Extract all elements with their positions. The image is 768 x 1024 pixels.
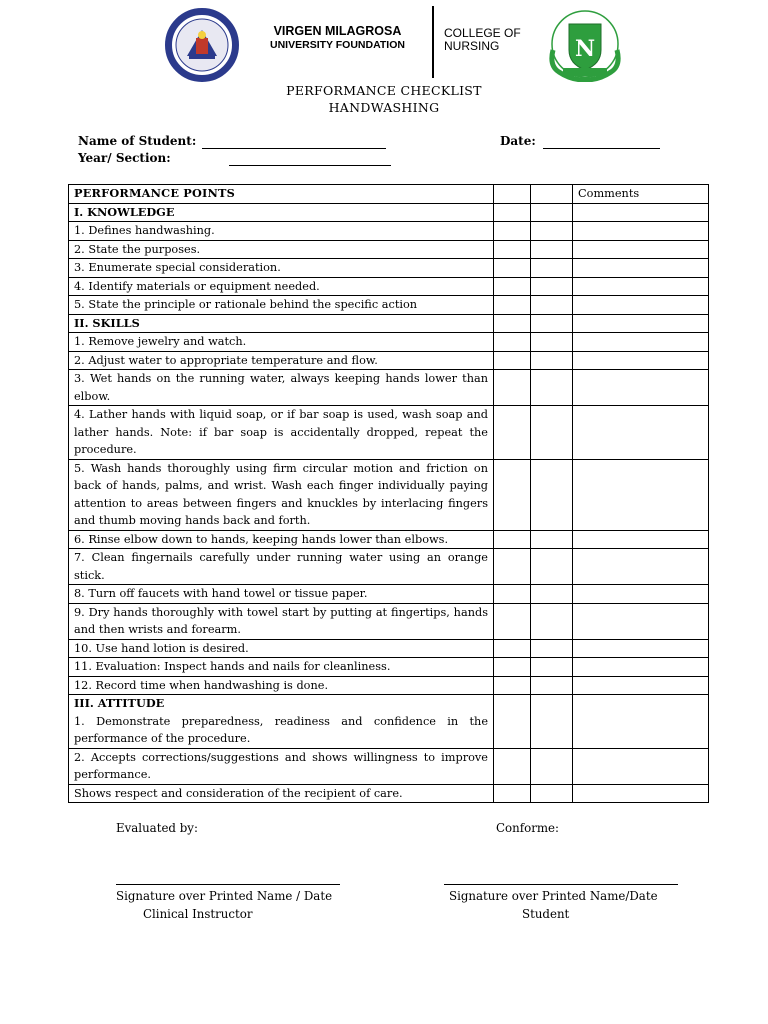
score-cell[interactable] xyxy=(531,222,573,241)
student-signature-caption: Signature over Printed Name/Date xyxy=(449,889,658,903)
score-cell[interactable] xyxy=(531,585,573,604)
comments-cell[interactable] xyxy=(573,695,709,749)
comments-cell[interactable] xyxy=(573,549,709,585)
instructor-signature-line[interactable] xyxy=(116,884,340,885)
score-cell[interactable] xyxy=(494,695,531,749)
university-seal-icon xyxy=(165,8,239,82)
university-name xyxy=(250,24,425,52)
college-name-line1: COLLEGE OF xyxy=(444,26,521,40)
score-cell[interactable] xyxy=(494,185,531,204)
college-name-line2: NURSING xyxy=(444,39,500,53)
comments-cell[interactable] xyxy=(573,406,709,460)
score-cell[interactable] xyxy=(494,459,531,530)
checklist-item-text: 4. Lather hands with liquid soap, or if bar soap is used, wash soap and lather hands. Note: if bar soap is accidentally dropped, repeat the procedure. xyxy=(69,406,494,460)
score-cell[interactable] xyxy=(494,351,531,370)
university-name-line2: UNIVERSITY FOUNDATION xyxy=(270,39,405,51)
table-row xyxy=(69,406,709,460)
comments-cell[interactable] xyxy=(573,314,709,333)
score-cell[interactable] xyxy=(494,658,531,677)
checklist-item-text: 1. Defines handwashing. xyxy=(69,222,494,241)
score-cell[interactable] xyxy=(494,203,531,222)
checklist-table xyxy=(68,184,709,803)
score-cell[interactable] xyxy=(531,549,573,585)
performance-points-header: PERFORMANCE POINTS xyxy=(69,185,494,204)
checklist-item-text: 6. Rinse elbow down to hands, keeping hands lower than elbows. xyxy=(69,530,494,549)
score-cell[interactable] xyxy=(494,784,531,803)
table-row xyxy=(69,784,709,803)
score-cell[interactable] xyxy=(494,222,531,241)
score-cell[interactable] xyxy=(494,748,531,784)
title-line1: PERFORMANCE CHECKLIST xyxy=(286,83,482,98)
comments-cell[interactable] xyxy=(573,603,709,639)
date-field[interactable] xyxy=(543,148,660,149)
score-cell[interactable] xyxy=(531,333,573,352)
table-row xyxy=(69,676,709,695)
checklist-item-text: Shows respect and consideration of the recipient of care. xyxy=(69,784,494,803)
checklist-item-text: 2. State the purposes. xyxy=(69,240,494,259)
comments-cell[interactable] xyxy=(573,277,709,296)
student-signature-line[interactable] xyxy=(444,884,678,885)
year-section-label: Year/ Section: xyxy=(78,151,171,165)
comments-cell[interactable] xyxy=(573,530,709,549)
score-cell[interactable] xyxy=(531,370,573,406)
table-row xyxy=(69,603,709,639)
section-row xyxy=(69,314,709,333)
table-row xyxy=(69,296,709,315)
score-cell[interactable] xyxy=(531,695,573,749)
score-cell[interactable] xyxy=(531,603,573,639)
section-heading: III. ATTITUDE xyxy=(74,696,165,710)
checklist-item-text: 4. Identify materials or equipment needed. xyxy=(69,277,494,296)
table-row xyxy=(69,585,709,604)
table-header-row xyxy=(69,185,709,204)
score-cell[interactable] xyxy=(531,185,573,204)
merged-section-cell xyxy=(69,695,494,749)
checklist-item-text: 7. Clean fingernails carefully under running water using an orange stick. xyxy=(69,549,494,585)
instructor-role: Clinical Instructor xyxy=(143,907,253,921)
table-row xyxy=(69,639,709,658)
nursing-shield-icon xyxy=(545,10,625,82)
svg-text:N: N xyxy=(574,36,596,62)
score-cell[interactable] xyxy=(531,296,573,315)
university-name-line1: VIRGEN MILAGROSA xyxy=(273,24,402,38)
score-cell[interactable] xyxy=(531,277,573,296)
score-cell[interactable] xyxy=(494,530,531,549)
checklist-item-text: 10. Use hand lotion is desired. xyxy=(69,639,494,658)
score-cell[interactable] xyxy=(494,585,531,604)
score-cell[interactable] xyxy=(494,314,531,333)
comments-cell[interactable] xyxy=(573,676,709,695)
score-cell[interactable] xyxy=(494,549,531,585)
score-cell[interactable] xyxy=(531,259,573,278)
checklist-item-text: 2. Accepts corrections/suggestions and shows willingness to improve performance. xyxy=(69,748,494,784)
score-cell[interactable] xyxy=(531,406,573,460)
date-label: Date: xyxy=(500,134,536,148)
table-row xyxy=(69,748,709,784)
header-divider xyxy=(432,6,434,78)
score-cell[interactable] xyxy=(494,259,531,278)
year-section-field[interactable] xyxy=(229,165,391,166)
table-row xyxy=(69,222,709,241)
comments-cell[interactable] xyxy=(573,222,709,241)
score-cell[interactable] xyxy=(494,639,531,658)
comments-cell[interactable] xyxy=(573,203,709,222)
table-row xyxy=(69,459,709,530)
comments-cell[interactable] xyxy=(573,370,709,406)
score-cell[interactable] xyxy=(494,603,531,639)
checklist-item-text: 3. Enumerate special consideration. xyxy=(69,259,494,278)
comments-cell[interactable] xyxy=(573,585,709,604)
comments-cell[interactable] xyxy=(573,784,709,803)
comments-cell[interactable] xyxy=(573,459,709,530)
section-heading: II. SKILLS xyxy=(69,314,494,333)
score-cell[interactable] xyxy=(531,203,573,222)
student-name-field[interactable] xyxy=(202,148,386,149)
score-cell[interactable] xyxy=(494,277,531,296)
table-row xyxy=(69,658,709,677)
score-cell[interactable] xyxy=(494,406,531,460)
comments-header: Comments xyxy=(573,185,709,204)
score-cell[interactable] xyxy=(494,240,531,259)
checklist-item-text: 12. Record time when handwashing is done. xyxy=(69,676,494,695)
comments-cell[interactable] xyxy=(573,658,709,677)
table-row xyxy=(69,259,709,278)
comments-cell[interactable] xyxy=(573,259,709,278)
score-cell[interactable] xyxy=(494,370,531,406)
comments-cell[interactable] xyxy=(573,639,709,658)
evaluated-by-label: Evaluated by: xyxy=(116,821,198,835)
score-cell[interactable] xyxy=(531,639,573,658)
comments-cell[interactable] xyxy=(573,296,709,315)
table-row xyxy=(69,530,709,549)
table-row xyxy=(69,333,709,352)
comments-cell[interactable] xyxy=(573,240,709,259)
score-cell[interactable] xyxy=(531,240,573,259)
title-line2: HANDWASHING xyxy=(328,100,440,115)
score-cell[interactable] xyxy=(531,658,573,677)
table-row xyxy=(69,370,709,406)
student-name-label: Name of Student: xyxy=(78,134,197,148)
score-cell[interactable] xyxy=(494,296,531,315)
checklist-item-text: 2. Adjust water to appropriate temperature and flow. xyxy=(69,351,494,370)
page-title xyxy=(0,82,768,116)
score-cell[interactable] xyxy=(531,748,573,784)
comments-cell[interactable] xyxy=(573,748,709,784)
conforme-label: Conforme: xyxy=(496,821,559,835)
section-row xyxy=(69,695,709,749)
checklist-item-text: 9. Dry hands thoroughly with towel start by putting at fingertips, hands and then wrists and forearm. xyxy=(69,603,494,639)
checklist-item-text: 3. Wet hands on the running water, always keeping hands lower than elbow. xyxy=(69,370,494,406)
score-cell[interactable] xyxy=(494,333,531,352)
table-row xyxy=(69,240,709,259)
instructor-signature-caption: Signature over Printed Name / Date xyxy=(116,889,333,903)
checklist-item-text: 5. Wash hands thoroughly using firm circular motion and friction on back of hands, palms, and wrist. Wash each finger individually paying attention to areas between fingers and knuckles by interlacing fingers and thumb moving hands back and forth. xyxy=(69,459,494,530)
checklist-item-text: 8. Turn off faucets with hand towel or tissue paper. xyxy=(69,585,494,604)
comments-cell[interactable] xyxy=(573,351,709,370)
score-cell[interactable] xyxy=(531,784,573,803)
score-cell[interactable] xyxy=(531,351,573,370)
section-heading: I. KNOWLEDGE xyxy=(69,203,494,222)
table-row xyxy=(69,277,709,296)
score-cell[interactable] xyxy=(531,314,573,333)
table-row xyxy=(69,351,709,370)
checklist-item-text: 5. State the principle or rationale behind the specific action xyxy=(69,296,494,315)
score-cell[interactable] xyxy=(494,676,531,695)
student-role: Student xyxy=(522,907,570,921)
checklist-item-text: 1. Remove jewelry and watch. xyxy=(69,333,494,352)
score-cell[interactable] xyxy=(531,530,573,549)
score-cell[interactable] xyxy=(531,676,573,695)
comments-cell[interactable] xyxy=(573,333,709,352)
table-row xyxy=(69,549,709,585)
section-row xyxy=(69,203,709,222)
checklist-item-text: 11. Evaluation: Inspect hands and nails for cleanliness. xyxy=(69,658,494,677)
checklist-item-text: 1. Demonstrate preparedness, readiness and confidence in the performance of the procedure. xyxy=(74,714,488,745)
college-name xyxy=(444,27,521,53)
score-cell[interactable] xyxy=(531,459,573,530)
